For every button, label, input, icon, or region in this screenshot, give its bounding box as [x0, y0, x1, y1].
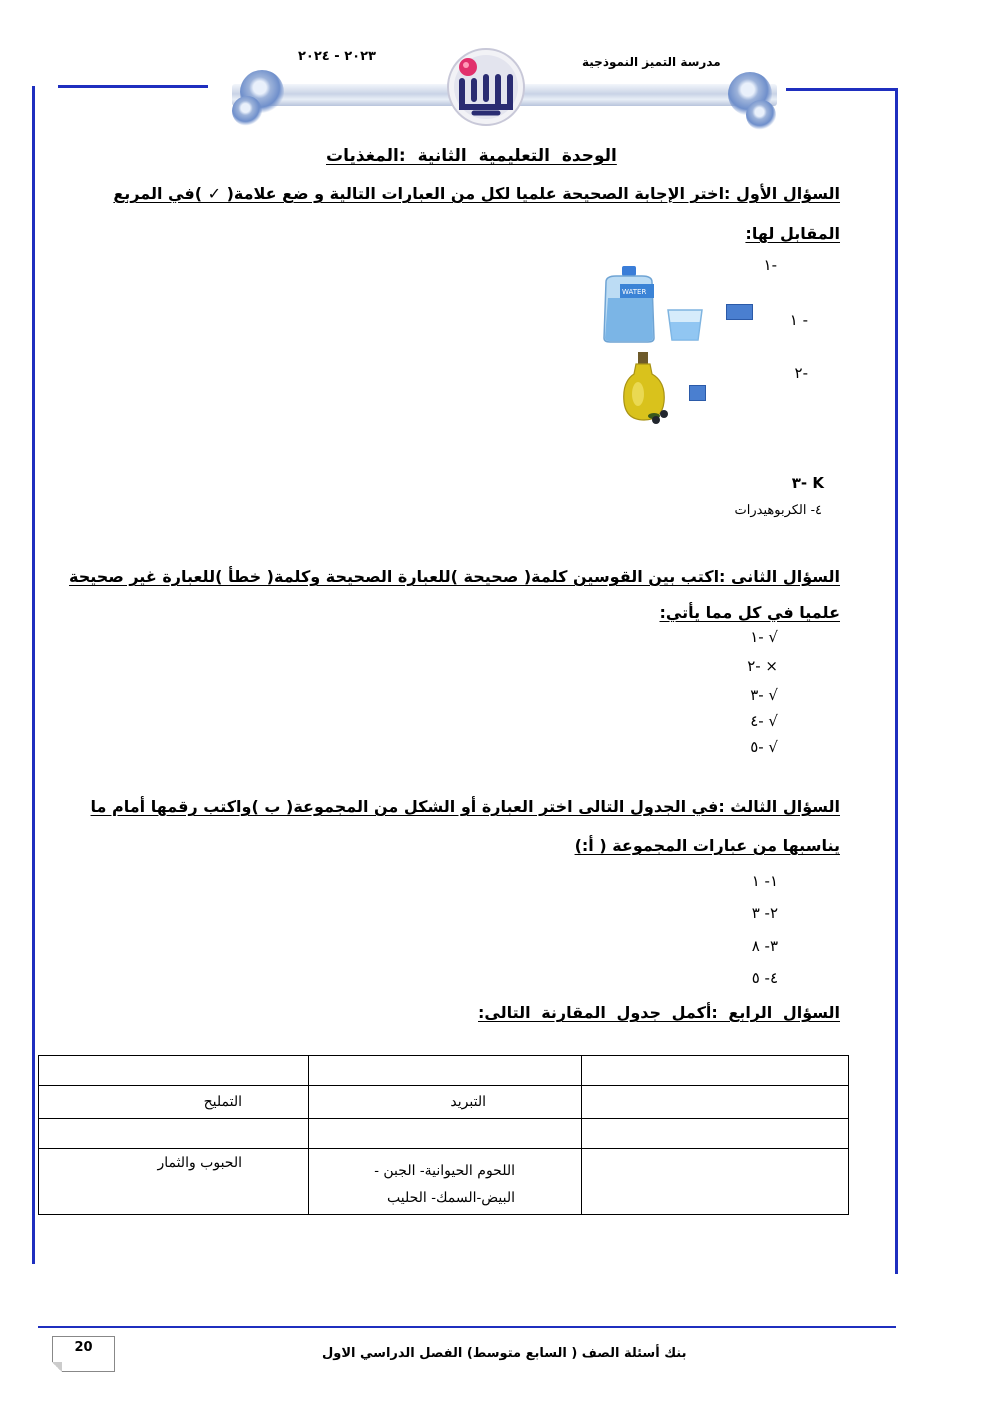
table-cell-salting: التمليح	[39, 1086, 309, 1119]
q1-item-3: ٢-	[794, 364, 808, 382]
table-cell[interactable]	[309, 1056, 582, 1086]
school-logo	[446, 47, 526, 127]
comparison-table	[38, 1055, 849, 1215]
q3-item-3: ٣- ٨	[751, 937, 778, 955]
table-cell[interactable]	[582, 1149, 849, 1215]
frame-top-right	[786, 88, 898, 91]
table-cell-foods	[309, 1149, 582, 1215]
q1-item-5: ٤- الكربوهيدرات	[734, 503, 822, 518]
q2-item-4: ٤- √	[750, 712, 778, 730]
table-cell-cooling: التبريد	[309, 1086, 582, 1119]
frame-left	[32, 86, 35, 1264]
q3-title: السؤال الثالث :في الجدول التالى اختر العبارة أو الشكل من المجموعة( ب )واكتب رقمها أمام ما	[90, 797, 840, 816]
flower-ornament-right-2	[746, 100, 776, 130]
q2-item-1: ١- √	[750, 628, 778, 646]
q3-item-4: ٤- ٥	[751, 969, 778, 987]
q3-title-cont: يناسبها من عبارات المجموعة ( أ:)	[574, 836, 840, 855]
q2-title: السؤال الثانى :اكتب بين القوسين كلمة( صحيحة )للعبارة الصحيحة وكلمة( خطأ )للعبارة غير صحيحة	[69, 567, 840, 586]
q1-title-cont: المقابل لها:	[745, 224, 840, 243]
q2-item-2: ٢- ×	[747, 657, 778, 675]
table-cell[interactable]	[39, 1056, 309, 1086]
footer-text: بنك أسئلة الصف ( السابع متوسط) الفصل الدراسي الاول	[322, 1346, 687, 1361]
q2-item-5: ٥- √	[750, 738, 778, 756]
header-school-name: مدرسة التميز النموذجية	[582, 55, 721, 69]
olive-oil-bottle-image	[620, 352, 670, 426]
header-years: ٢٠٢٣ - ٢٠٢٤	[298, 49, 376, 64]
table-row	[39, 1149, 849, 1215]
unit-title: الوحدة التعليمية الثانية :المغذيات	[326, 146, 617, 166]
q4-title: السؤال الرابع :أكمل جدول المقارنة التالى:	[478, 1003, 840, 1022]
q1-checkbox-2[interactable]	[689, 385, 706, 401]
table-cell[interactable]	[582, 1119, 849, 1149]
flower-ornament-left-2	[232, 96, 262, 126]
table-row	[39, 1119, 849, 1149]
footer-divider	[38, 1326, 896, 1328]
frame-right	[895, 88, 898, 1274]
q2-item-3: ٣- √	[750, 686, 778, 704]
table-cell[interactable]	[582, 1056, 849, 1086]
q1-item-4: ٣- K	[791, 474, 824, 492]
page-number: 20	[52, 1336, 115, 1372]
q3-item-1: ١- ١	[751, 872, 778, 890]
water-label: WATER	[622, 288, 647, 296]
table-cell-foods-line1: اللحوم الحيوانية- الجبن -	[374, 1163, 515, 1179]
table-row	[39, 1086, 849, 1119]
q2-title-cont: علميا في كل مما يأتي:	[659, 603, 840, 622]
table-cell[interactable]	[582, 1086, 849, 1119]
q3-item-2: ٢- ٣	[751, 904, 778, 922]
table-cell-grains: الحبوب والثمار	[39, 1149, 309, 1215]
q1-item-1: ١-	[763, 256, 777, 274]
table-cell[interactable]	[309, 1119, 582, 1149]
frame-top-left	[58, 85, 208, 88]
q1-item-2: ١ -	[789, 311, 808, 329]
q1-checkbox-1[interactable]	[726, 304, 753, 320]
table-row	[39, 1056, 849, 1086]
q1-title: السؤال الأول :اختر الإجابة الصحيحة علميا لكل من العبارات التالية و ضع علامة( ✓ )في المربع	[113, 184, 840, 203]
water-bottle-image	[592, 264, 708, 344]
table-cell-foods-line2: البيض-السمك- الحليب	[386, 1190, 515, 1206]
table-cell[interactable]	[39, 1119, 309, 1149]
